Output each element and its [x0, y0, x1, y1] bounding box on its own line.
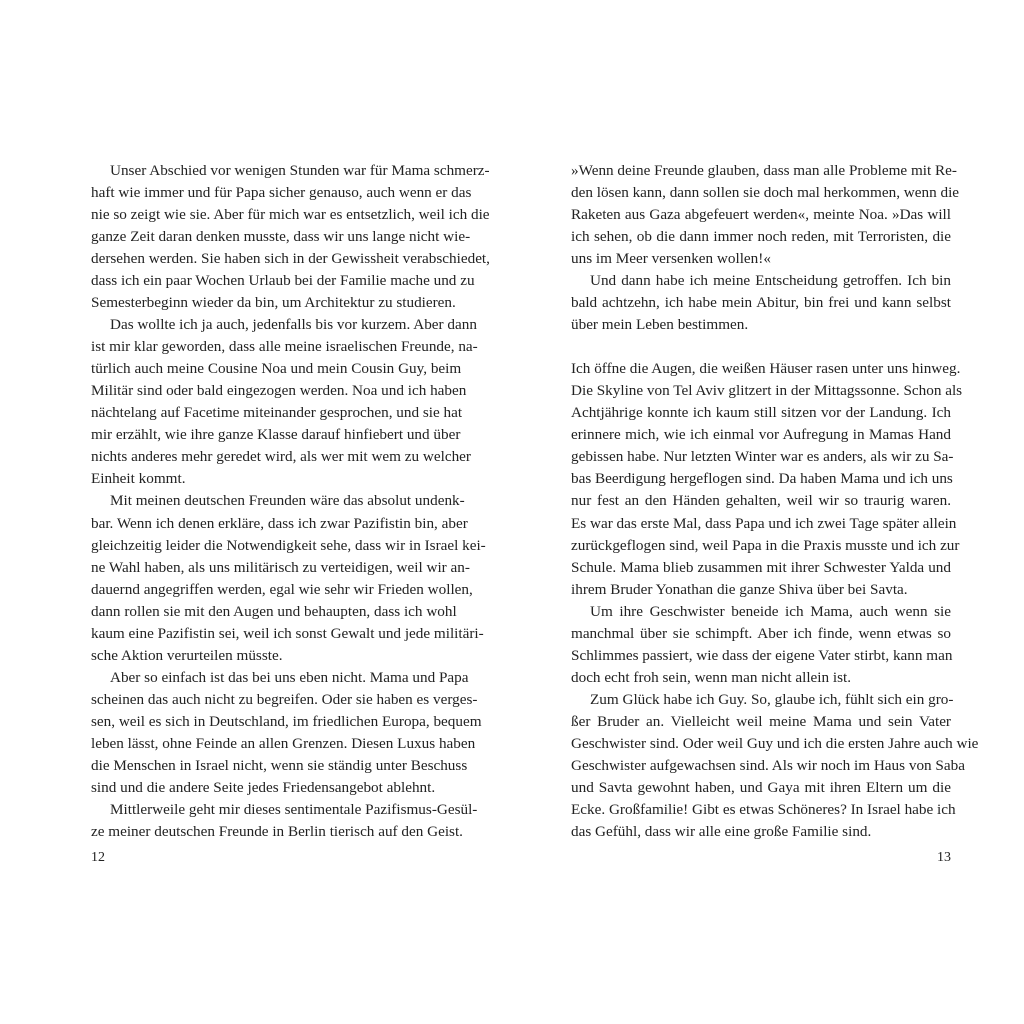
text-line: sen, weil es sich in Deutschland, im friedlichen Europa, bequem: [91, 712, 482, 730]
text-line: doch echt froh sein, wenn man nicht allein ist.: [571, 668, 852, 686]
right-page: [571, 0, 979, 1024]
text-line: nichts anderes mehr geredet wird, als wer mit wem zu welcher: [91, 448, 471, 466]
text-line: bald achtzehn, ich habe mein Abitur, bin frei und kann selbst: [571, 294, 951, 312]
text-line: Um ihre Geschwister beneide ich Mama, auch wenn sie: [590, 602, 951, 620]
text-line: gleichzeitig leider die Notwendigkeit sehe, dass wir in Israel kei-: [91, 536, 486, 554]
text-line: gebissen habe. Nur letzten Winter war es anders, als wir zu Sa-: [571, 448, 954, 466]
text-line: Mittlerweile geht mir dieses sentimentale Pazifismus-Gesül-: [110, 800, 478, 818]
text-line: ganze Zeit daran denken musste, dass wir uns lange nicht wie-: [91, 228, 471, 246]
right-page-text: [571, 160, 979, 843]
text-line: türlich auch meine Cousine Noa und mein Cousin Guy, beim: [91, 360, 462, 378]
text-line: kaum eine Pazifistin sei, weil ich sonst Gewalt und jede militäri-: [91, 624, 484, 642]
text-line: Ecke. Großfamilie! Gibt es etwas Schöneres? In Israel habe ich: [571, 800, 956, 818]
text-line: nur fest an den Händen gehalten, weil wir so traurig waren.: [571, 492, 951, 510]
text-line: Einheit kommt.: [91, 470, 186, 488]
text-line: Militär sind oder bald eingezogen werden. Noa und ich haben: [91, 382, 467, 400]
text-line: ihrem Bruder Yonathan die ganze Shiva über bei Savta.: [571, 580, 908, 598]
text-line: haft wie immer und für Papa sicher genauso, auch wenn er das: [91, 184, 472, 202]
text-line: Ich öffne die Augen, die weißen Häuser rasen unter uns hinweg.: [571, 360, 961, 378]
text-line: Mit meinen deutschen Freunden wäre das absolut undenk-: [110, 492, 465, 510]
text-line: bar. Wenn ich denen erkläre, dass ich zwar Pazifistin bin, aber: [91, 514, 468, 532]
text-line: ich sehen, ob die dann immer noch reden, mit Terroristen, die: [571, 228, 951, 246]
text-line: ne Wahl haben, als uns militärisch zu verteidigen, weil wir an-: [91, 558, 470, 576]
right-page-number: 13: [937, 850, 951, 865]
text-line: über mein Leben bestimmen.: [571, 316, 749, 334]
text-line: Aber so einfach ist das bei uns eben nicht. Mama und Papa: [110, 668, 469, 686]
text-line: Raketen aus Gaza abgefeuert werden«, meinte Noa. »Das will: [571, 206, 951, 224]
text-line: Das wollte ich ja auch, jedenfalls bis vor kurzem. Aber dann: [110, 316, 477, 334]
text-line: sche Aktion verurteilen müsste.: [91, 646, 283, 664]
text-line: scheinen das auch nicht zu begreifen. Oder sie haben es verges-: [91, 690, 478, 708]
text-line: Zum Glück habe ich Guy. So, glaube ich, fühlt sich ein gro-: [590, 690, 954, 708]
text-line: dauernd angegriffen werden, egal wie sehr wir Frieden wollen,: [91, 580, 473, 598]
text-line: manchmal über sie schimpft. Aber ich finde, wenn etwas so: [571, 624, 951, 642]
text-line: »Wenn deine Freunde glauben, dass man alle Probleme mit Re-: [571, 162, 957, 179]
text-line: Geschwister aufgewachsen sind. Als wir noch im Haus von Saba: [571, 756, 965, 774]
text-line: leben lässt, ohne Feinde an allen Grenzen. Diesen Luxus haben: [91, 734, 476, 752]
text-line: mir erzählt, wie ihre ganze Klasse darauf hinfiebert und über: [91, 426, 461, 444]
text-line: uns im Meer versenken wollen!«: [571, 250, 771, 268]
text-line: nächtelang auf Facetime miteinander gesprochen, und sie hat: [91, 404, 463, 422]
text-line: Achtjährige konnte ich kaum still sitzen vor der Landung. Ich: [571, 404, 951, 422]
text-line: erinnere mich, wie ich einmal vor Aufregung in Mamas Hand: [571, 426, 951, 444]
text-line: ze meiner deutschen Freunde in Berlin tierisch auf den Geist.: [91, 822, 463, 840]
text-line: das Gefühl, dass wir alle eine große Familie sind.: [571, 822, 872, 840]
text-line: ßer Bruder an. Vielleicht weil meine Mama und sein Vater: [571, 712, 951, 730]
text-line: Semesterbeginn wieder da bin, um Architektur zu studieren.: [91, 294, 456, 312]
left-page-number: 12: [91, 850, 105, 865]
text-line: die Menschen in Israel nicht, wenn sie ständig unter Beschuss: [91, 756, 468, 774]
text-line: Schlimmes passiert, wie dass der eigene Vater stirbt, kann man: [571, 646, 953, 664]
text-line: dersehen werden. Sie haben sich in der Gewissheit verabschiedet,: [91, 250, 490, 268]
text-line: dann rollen sie mit den Augen und behaupten, dass ich wohl: [91, 602, 457, 620]
text-line: Schule. Mama blieb zusammen mit ihrer Schwester Yalda und: [571, 558, 951, 576]
text-line: Geschwister sind. Oder weil Guy und ich die ersten Jahre auch wie: [571, 734, 979, 752]
left-page-text: [91, 160, 490, 843]
text-line: zurückgeflogen sind, weil Papa in die Praxis musste und ich zur: [571, 536, 960, 554]
text-line: Die Skyline von Tel Aviv glitzert in der Mittagssonne. Schon als: [571, 382, 963, 400]
text-line: dass ich ein paar Wochen Urlaub bei der Familie mache und zu: [91, 272, 475, 290]
section-break: [571, 336, 951, 358]
text-line: sind und die andere Seite jedes Friedensangebot ablehnt.: [91, 778, 436, 796]
text-line: und Savta gewohnt haben, und Gaya mit ihren Eltern um die: [571, 778, 951, 796]
text-line: den lösen kann, dann sollen sie doch mal herkommen, wenn die: [571, 184, 960, 202]
text-line: Unser Abschied vor wenigen Stunden war für Mama schmerz-: [110, 162, 490, 179]
text-line: Es war das erste Mal, dass Papa und ich zwei Tage später allein: [571, 514, 957, 532]
text-line: ist mir klar geworden, dass alle meine israelischen Freunde, na-: [91, 338, 478, 356]
text-line: Und dann habe ich meine Entscheidung getroffen. Ich bin: [590, 272, 951, 290]
left-page: [91, 0, 490, 1024]
text-line: bas Beerdigung hergeflogen sind. Da haben Mama und ich uns: [571, 470, 953, 488]
text-line: nie so zeigt wie sie. Aber für mich war es entsetzlich, weil ich die: [91, 206, 490, 224]
